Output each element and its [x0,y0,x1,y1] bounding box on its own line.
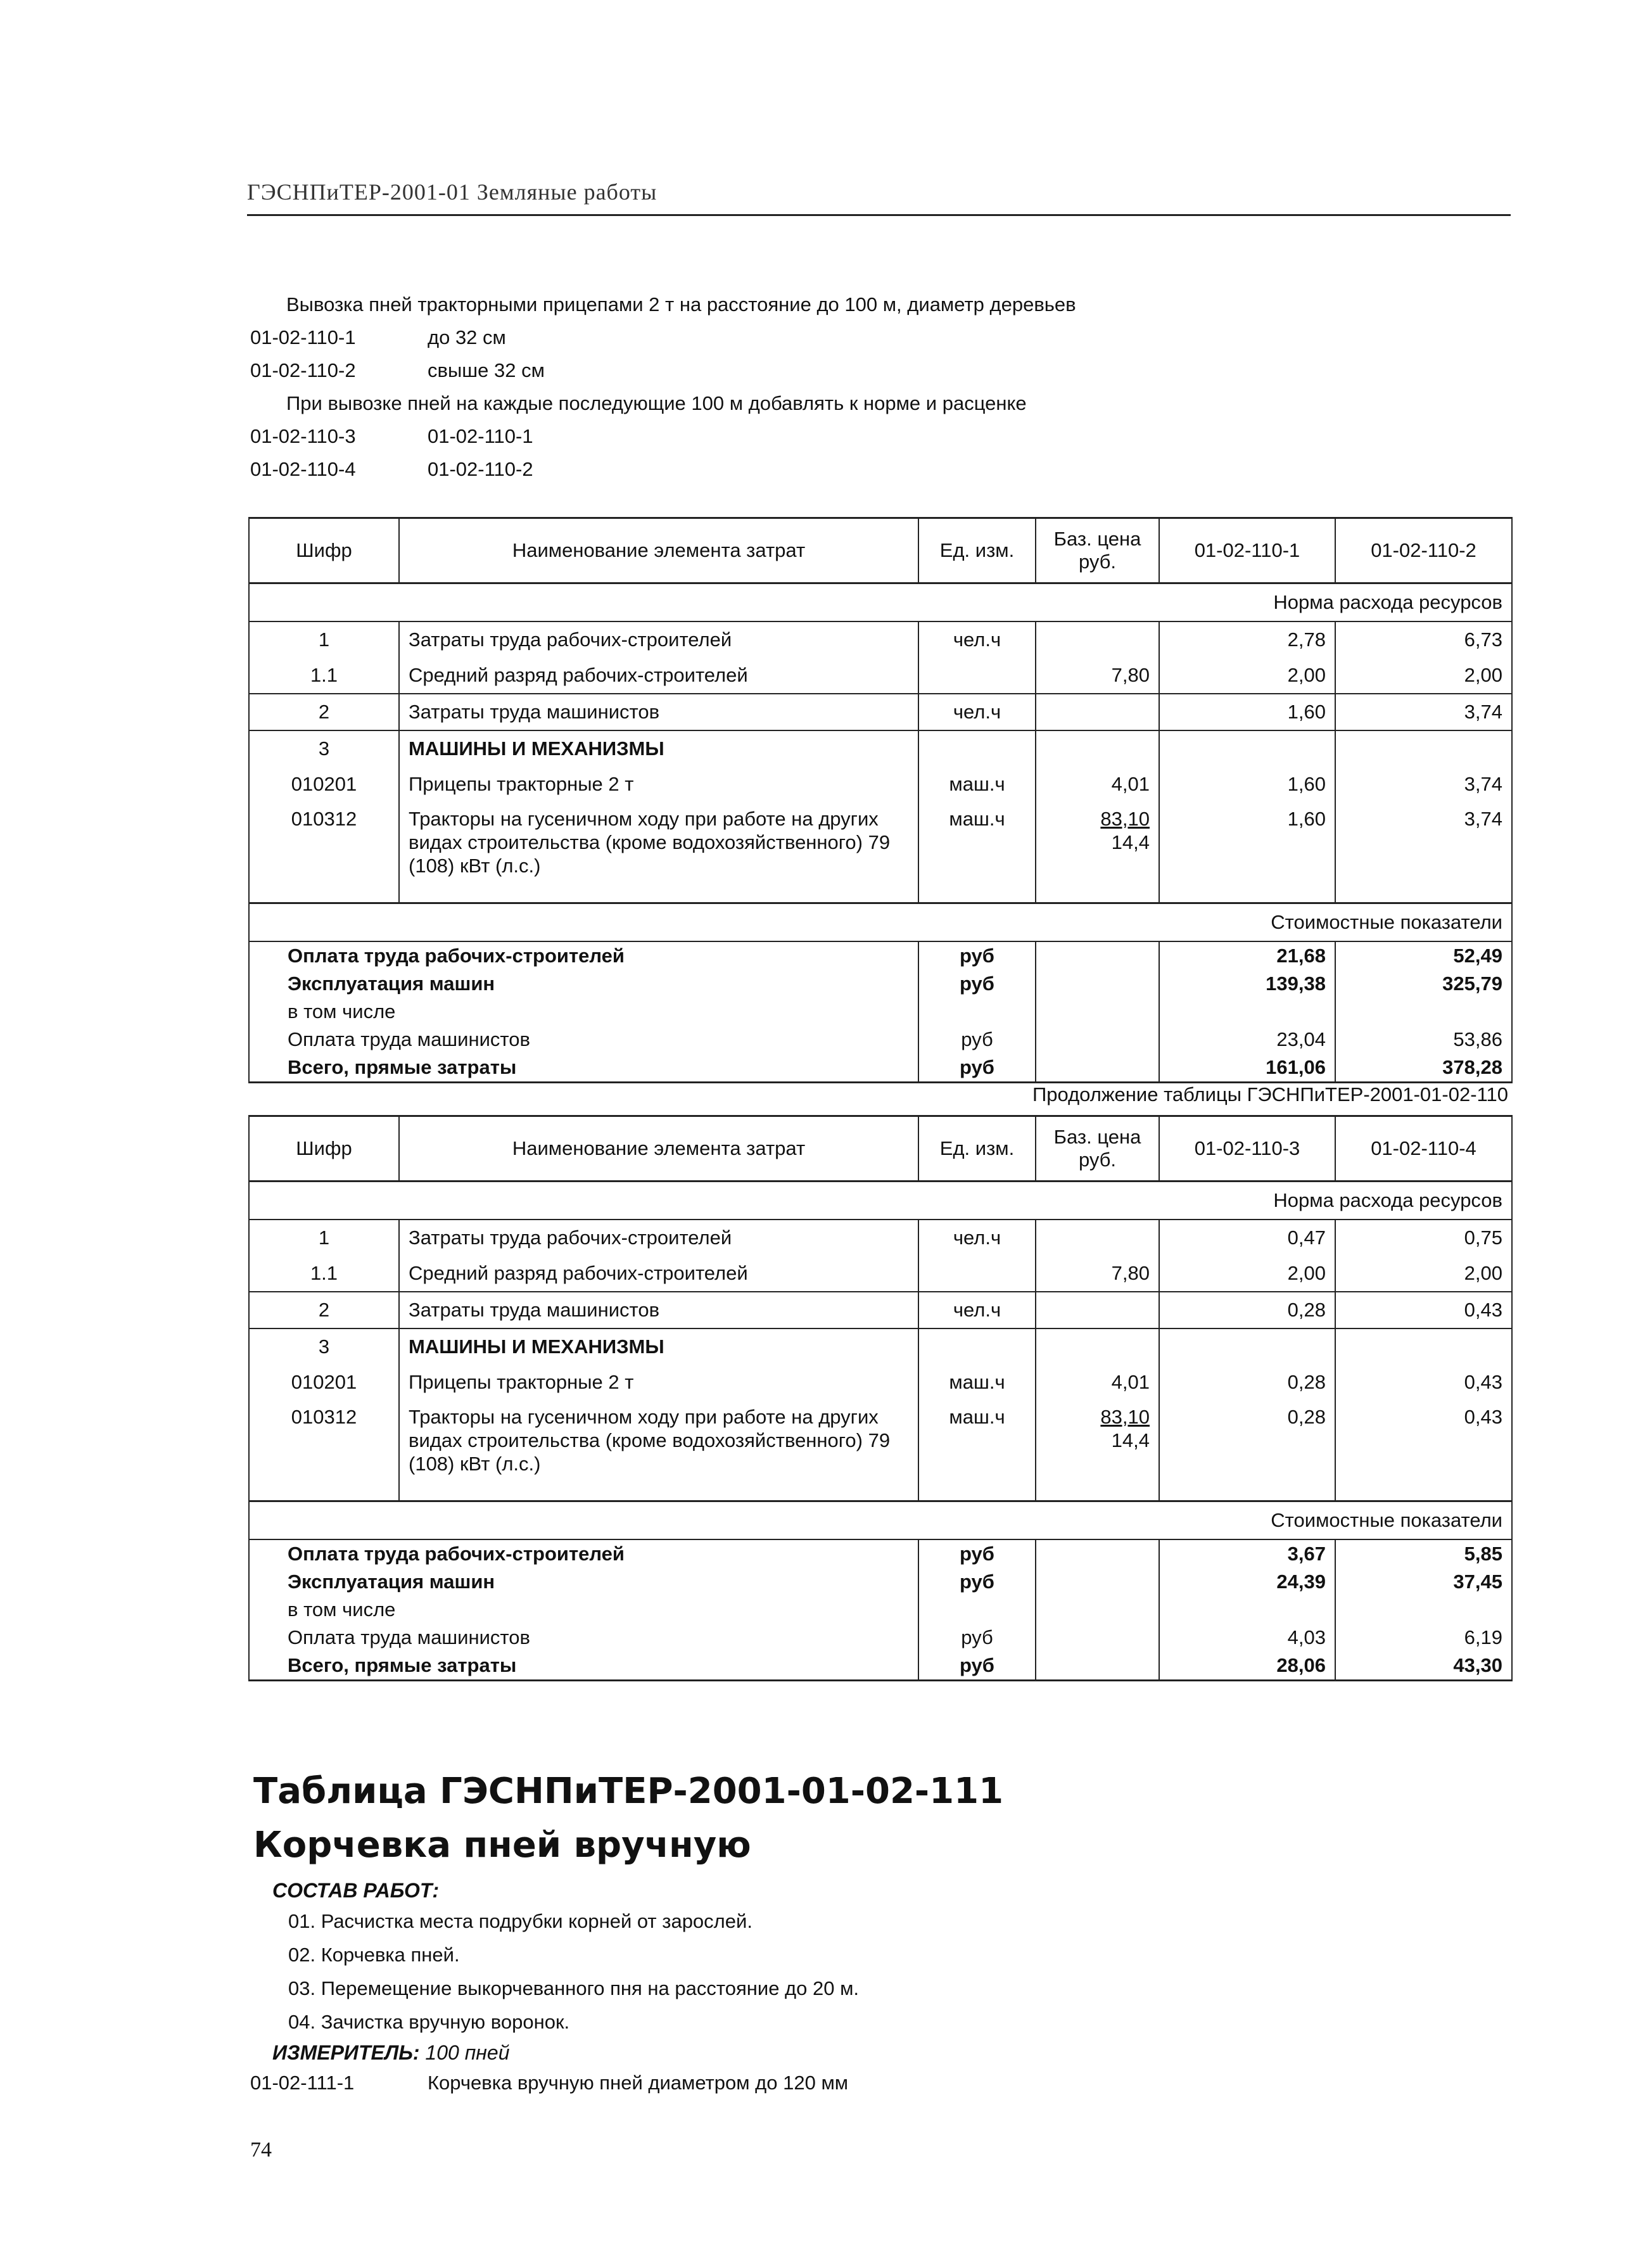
table-header-row [249,1116,1512,1182]
resource-table-2 [248,1115,1513,1681]
table-row: 010312 Тракторы на гусеничном ходу при работе на других видах строительства (кроме водохозяйственного) 79 (108) кВт (л.с.) маш.ч 83,10 14,4 0,28 0,43 [249,1400,1512,1501]
table-row: 3 МАШИНЫ И МЕХАНИЗМЫ [249,1328,1512,1365]
cost-row: Всего, прямые затраты руб 28,06 43,30 [249,1652,1512,1681]
composition-heading: СОСТАВ РАБОТ: [272,1879,440,1902]
header-price: Баз. цена руб. [1036,1116,1159,1182]
table-row: 010312 Тракторы на гусеничном ходу при работе на других видах строительства (кроме водохозяйственного) 79 (108) кВт (л.с.) маш.ч 83,10 14,4 1,60 3,74 [249,802,1512,903]
composition-item: 02. Корчевка пней. [288,1944,460,1966]
norm-label: Норма расхода ресурсов [249,1182,1512,1220]
cost-row: Оплата труда рабочих-строителей руб 21,68 52,49 [249,941,1512,970]
composition-item: 03. Перемещение выкорчеванного пня на расстояние до 20 м. [288,1977,860,1999]
section-subtitle: Корчевка пней вручную [253,1825,751,1866]
table-row: 010201 Прицепы тракторные 2 т маш.ч 4,01 1,60 3,74 [249,767,1512,802]
cost-row: в том числе [249,1596,1512,1624]
cost-label: Стоимостные показатели [249,903,1512,942]
table-row: 3 МАШИНЫ И МЕХАНИЗМЫ [249,730,1512,767]
header-unit: Ед. изм. [918,518,1036,583]
norm-label: Норма расхода ресурсов [249,583,1512,622]
table-row: 1 Затраты труда рабочих-строителей чел.ч 2,78 6,73 [249,621,1512,658]
cost-row: Оплата труда рабочих-строителей руб 3,67 5,85 [249,1539,1512,1568]
table-row: 1.1 Средний разряд рабочих-строителей 7,80 2,00 2,00 [249,1256,1512,1292]
header-col1: 01-02-110-3 [1159,1116,1335,1182]
norm-code: 01-02-111-1 [250,2072,355,2094]
table-row: 010201 Прицепы тракторные 2 т маш.ч 4,01 0,28 0,43 [249,1365,1512,1400]
cost-row: Оплата труда машинистов руб 4,03 6,19 [249,1624,1512,1652]
table-row: 2 Затраты труда машинистов чел.ч 1,60 3,74 [249,694,1512,730]
meter-line [272,2041,510,2065]
intro-block [250,288,1511,497]
table-row: 1.1 Средний разряд рабочих-строителей 7,80 2,00 2,00 [249,658,1512,694]
cost-row: в том числе [249,998,1512,1026]
header-col2: 01-02-110-2 [1335,518,1512,583]
intro-note: При вывозке пней на каждые последующие 100 м добавлять к норме и расценке [286,392,1027,414]
table-header-row [249,518,1512,583]
header-name: Наименование элемента затрат [399,518,918,583]
intro-code: 01-02-110-3 [250,425,356,447]
header-code: Шифр [249,518,399,583]
table-row: 2 Затраты труда машинистов чел.ч 0,28 0,43 [249,1292,1512,1328]
meter-value: 100 пней [425,2041,510,2064]
cost-section-row [249,1501,1512,1540]
cost-row: Эксплуатация машин руб 24,39 37,45 [249,1568,1512,1596]
cost-section-row [249,903,1512,942]
intro-value: 01-02-110-2 [428,458,533,480]
section-title: Таблица ГЭСНПиТЕР-2001-01-02-111 [253,1771,1004,1812]
norm-section-row [249,1182,1512,1220]
resource-table-1 [248,517,1513,1083]
norm-code-text: Корчевка вручную пней диаметром до 120 мм [428,2072,849,2094]
intro-value: 01-02-110-1 [428,425,533,447]
running-head: ГЭСНПиТЕР-2001-01 Земляные работы [247,179,657,205]
intro-code: 01-02-110-2 [250,359,356,381]
intro-value: до 32 см [428,326,506,348]
cost-row: Всего, прямые затраты руб 161,06 378,28 [249,1054,1512,1083]
header-price: Баз. цена руб. [1036,518,1159,583]
header-code: Шифр [249,1116,399,1182]
table-row: 1 Затраты труда рабочих-строителей чел.ч 0,47 0,75 [249,1220,1512,1256]
header-unit: Ед. изм. [918,1116,1036,1182]
header-col2: 01-02-110-4 [1335,1116,1512,1182]
norm-code-line [250,2072,849,2094]
table-continuation-caption: Продолжение таблицы ГЭСНПиТЕР-2001-01-02-110 [1032,1083,1508,1105]
intro-title: Вывозка пней тракторными прицепами 2 т на расстояние до 100 м, диаметр деревьев [286,293,1076,315]
header-rule [247,214,1511,216]
meter-label: ИЗМЕРИТЕЛЬ: [272,2041,420,2064]
cost-row: Эксплуатация машин руб 139,38 325,79 [249,970,1512,998]
header-col1: 01-02-110-1 [1159,518,1335,583]
intro-value: свыше 32 см [428,359,545,381]
cost-row: Оплата труда машинистов руб 23,04 53,86 [249,1026,1512,1054]
composition-item: 01. Расчистка места подрубки корней от зарослей. [288,1910,752,1932]
norm-section-row [249,583,1512,622]
cost-label: Стоимостные показатели [249,1501,1512,1540]
header-name: Наименование элемента затрат [399,1116,918,1182]
composition-item: 04. Зачистка вручную воронок. [288,2011,570,2033]
page-number: 74 [250,2138,272,2162]
intro-code: 01-02-110-4 [250,458,356,480]
intro-code: 01-02-110-1 [250,326,356,348]
